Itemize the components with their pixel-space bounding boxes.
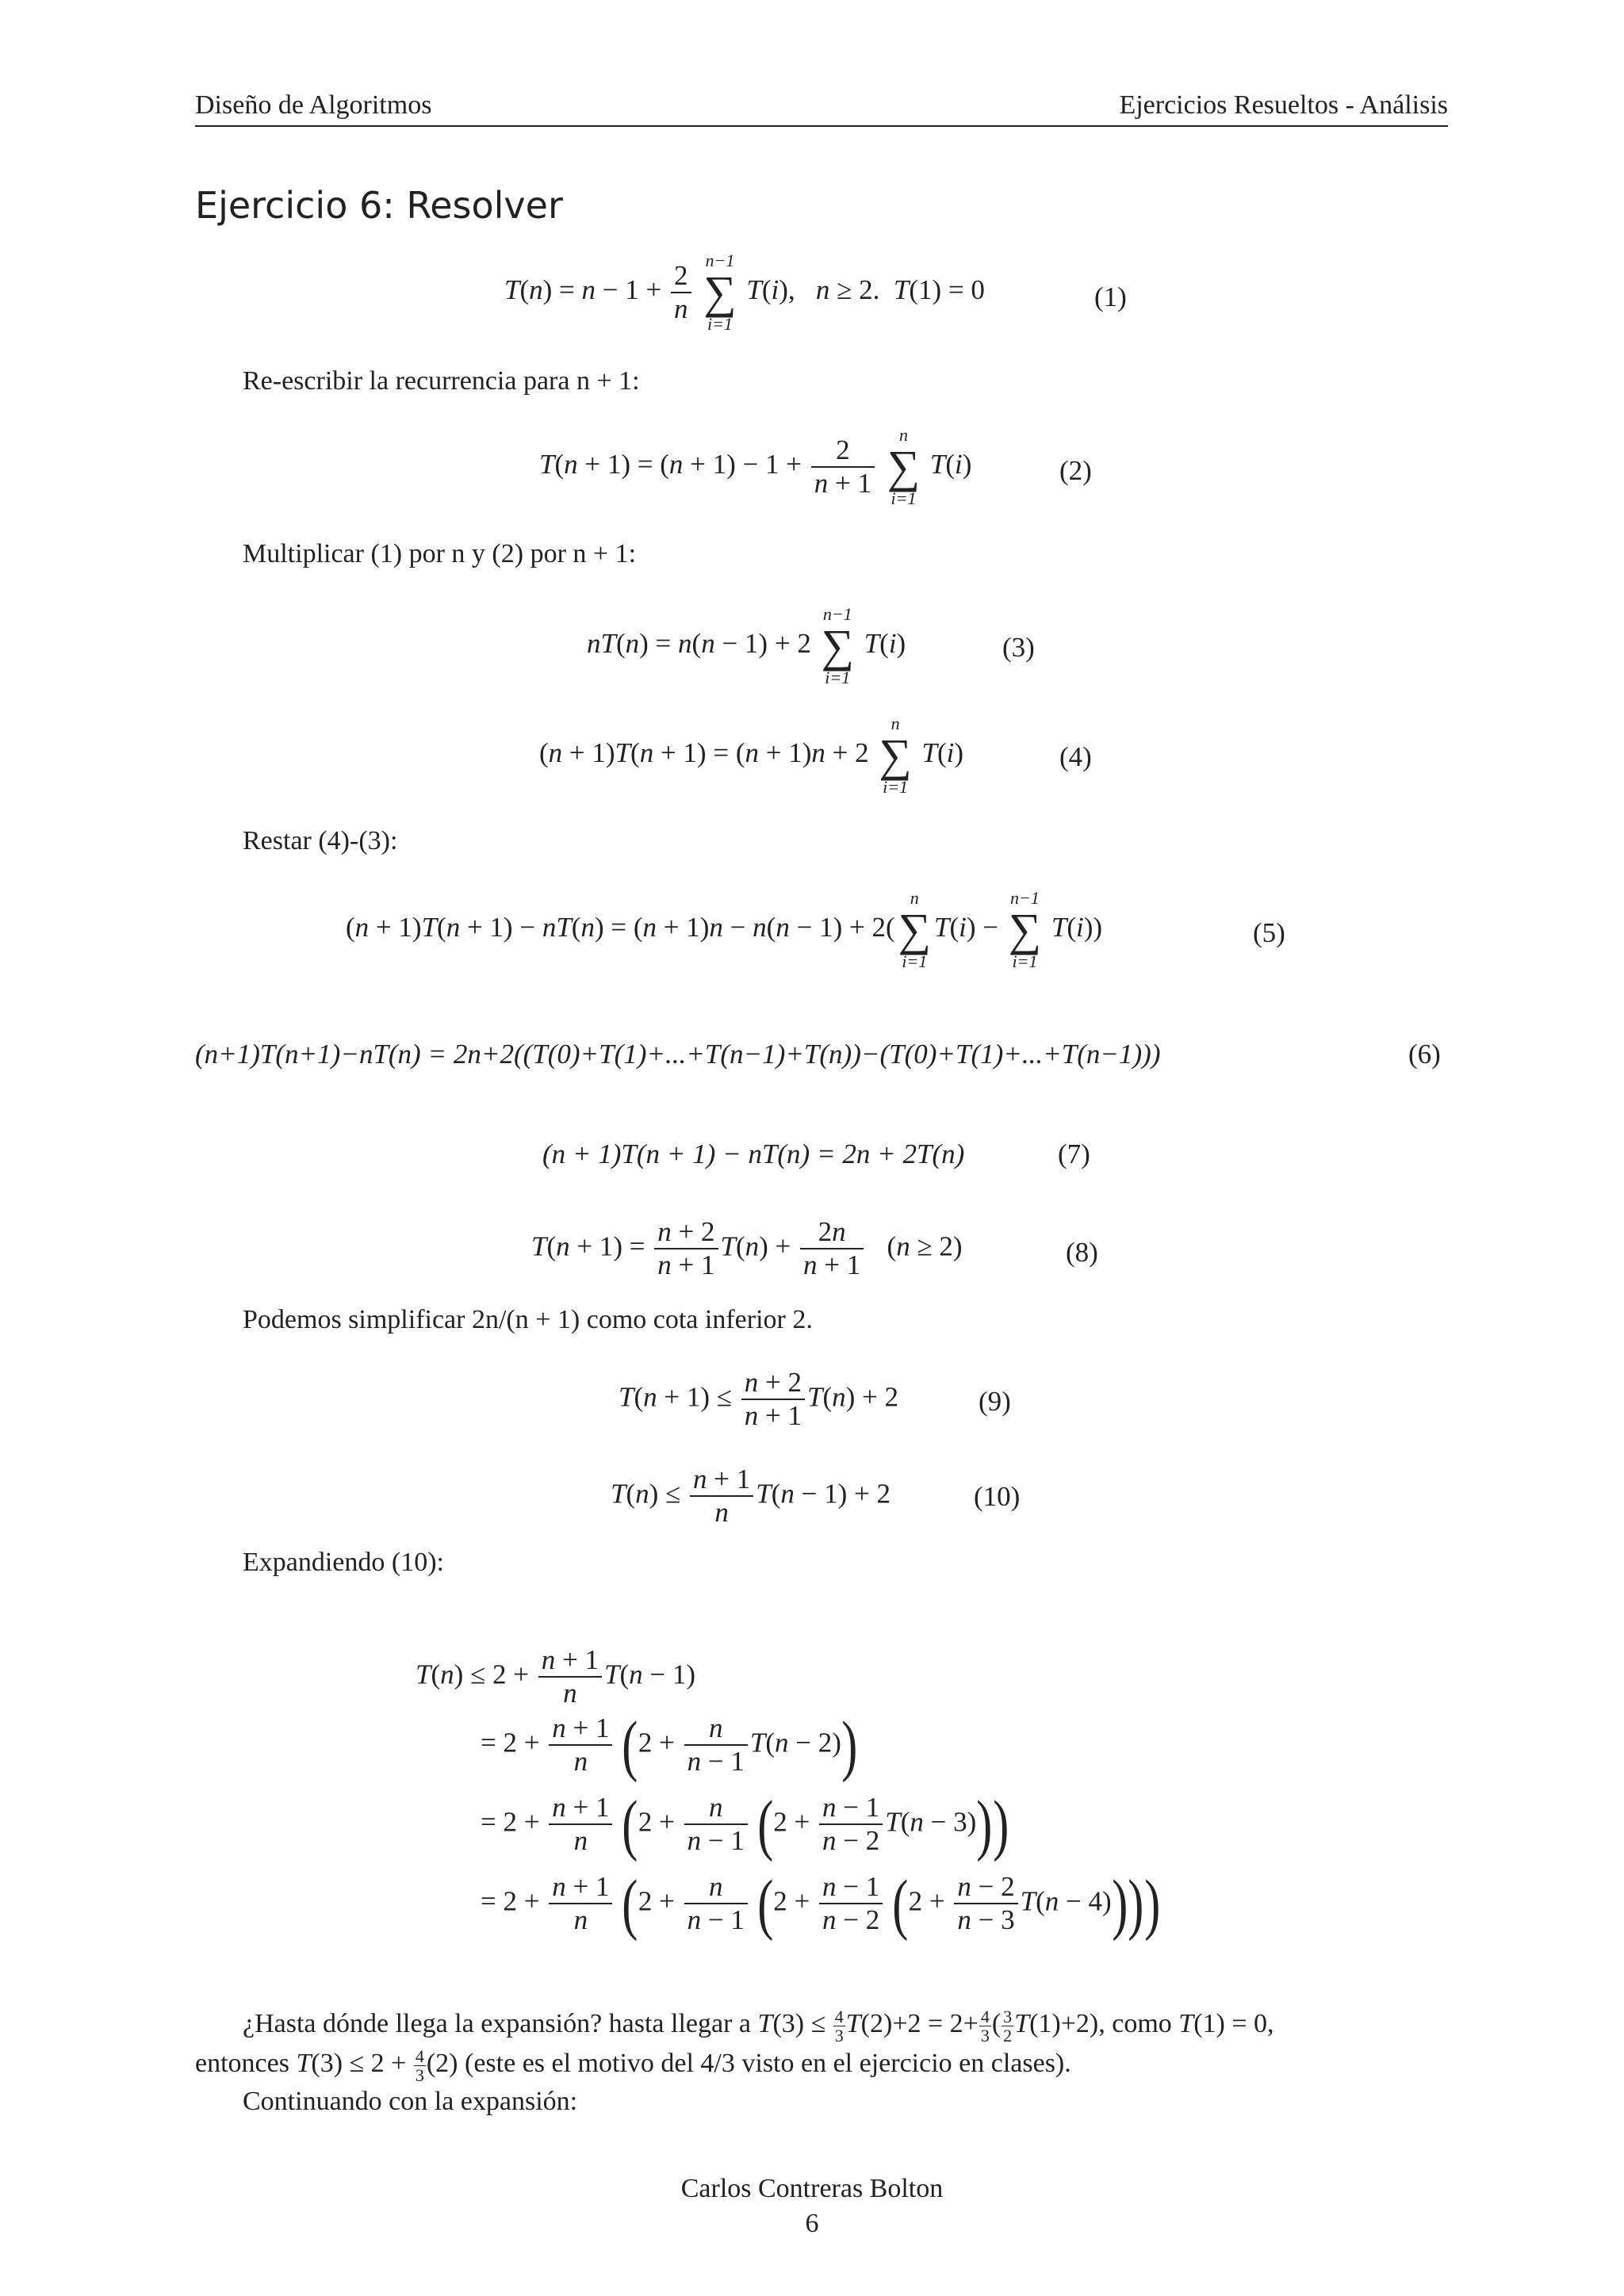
text-fragment: entonces — [195, 2049, 297, 2078]
section-title: Ejercicio 6: Resolver — [195, 184, 563, 227]
equation-3: nT(n) = n(n − 1) + 2 n−1 ∑ i=1 T(i) — [587, 604, 906, 687]
expansion-line-2: = 2 + $\frac{n + 1}{n}$ (2 + $\frac{n}{n - 1}$ T(n − 2)) — [481, 1707, 858, 1784]
equation-7: (n + 1)T(n + 1) − nT(n) = 2n + 2T(n) — [542, 1138, 965, 1169]
equation-10: T(n) ≤ $\frac{n + 1}{n}$ T(n − 1) + 2 — [611, 1464, 891, 1529]
text-fragment: (este es el motivo del 4/3 visto en el ejercicio en clases). — [458, 2049, 1071, 2078]
equation-5: (n + 1)T(n + 1) − nT(n) = (n + 1)n − n(n − 1) + 2( n ∑ i=1 T(i) − n−1 ∑ i=1 T(i)) — [346, 888, 1103, 971]
equation-number-4: (4) — [1059, 741, 1092, 772]
paragraph-simplify: Podemos simplificar 2n/(n + 1) como cota inferior 2. — [243, 1305, 813, 1334]
paragraph-expansion-limit-line-1: ¿Hasta dónde llega la expansión? hasta llegar a T(3) ≤ $\frac{4}{3}$ T(2)+2 = 2+ $\frac{4}{3}$ ( $\frac{3}{2}$ T(1)+2), como T(1) = 0, — [243, 2006, 1274, 2045]
equation-number-9: (9) — [979, 1386, 1011, 1417]
text-fragment: ¿Hasta dónde llega la expansión? hasta llegar a — [243, 2009, 758, 2038]
equation-9: T(n + 1) ≤ $\frac{n + 2}{n + 1}$ T(n) + 2 — [619, 1367, 899, 1432]
expansion-line-1: T(n) ≤ 2 + $\frac{n + 1}{n}$ T(n − 1) — [416, 1644, 696, 1709]
header-rule — [195, 125, 1448, 127]
equation-number-10: (10) — [974, 1481, 1021, 1512]
equation-4: (n + 1)T(n + 1) = (n + 1)n + 2 n ∑ i=1 T(i) — [539, 714, 964, 797]
running-header-left: Diseño de Algoritmos — [195, 90, 432, 120]
text-fragment: , como — [1098, 2009, 1179, 2038]
equation-number-2: (2) — [1059, 455, 1092, 486]
equation-number-3: (3) — [1002, 632, 1035, 663]
footer-author: Carlos Contreras Bolton — [680, 2174, 944, 2203]
equation-number-6: (6) — [1408, 1039, 1441, 1070]
paragraph-continue: Continuando con la expansión: — [243, 2087, 578, 2116]
equation-number-5: (5) — [1253, 917, 1285, 948]
expansion-line-3: = 2 + $\frac{n + 1}{n}$ (2 + $\frac{n}{n - 1}$ (2 + $\frac{n - 1}{n - 2}$ T(n − 3))) — [481, 1786, 1009, 1863]
paragraph-expansion-limit-line-2: entonces T(3) ≤ 2 + $\frac{4}{3}$ (2) (este es el motivo del 4/3 visto en el ejercicio en clases). — [195, 2045, 1071, 2085]
paragraph-expand: Expandiendo (10): — [243, 1548, 444, 1577]
running-header-right: Ejercicios Resueltos - Análisis — [1119, 90, 1448, 120]
equation-number-7: (7) — [1058, 1138, 1090, 1169]
equation-number-1: (1) — [1094, 281, 1127, 312]
paragraph-subtract: Restar (4)-(3): — [243, 826, 398, 855]
equation-2: T(n + 1) = (n + 1) − 1 + $\frac{2}{n + 1}$ n ∑ i=1 T(i) — [539, 425, 972, 508]
paragraph-multiply: Multiplicar (1) por n y (2) por n + 1: — [243, 539, 637, 568]
equation-8: T(n + 1) = $\frac{n + 2}{n + 1}$ T(n) + $\frac{2n}{n + 1}$ (n ≥ 2) — [531, 1216, 963, 1281]
equation-1: T(n) = n − 1 + $\frac{2}{n}$ n−1 ∑ i=1 T(i), n ≥ 2. T(1) = 0 — [504, 251, 985, 334]
page-number: 6 — [805, 2209, 819, 2238]
equation-number-8: (8) — [1066, 1237, 1098, 1268]
expansion-line-4: = 2 + $\frac{n + 1}{n}$ (2 + $\frac{n}{n - 1}$ (2 + $\frac{n - 1}{n - 2}$ (2 + $\frac{n - 2}{n - 3}$ T(n − 4)))) — [481, 1866, 1161, 1942]
paragraph-rewrite: Re-escribir la recurrencia para n + 1: — [243, 366, 640, 396]
equation-6: (n+1)T(n+1)−nT(n) = 2n+2((T(0)+T(1)+...+T(n−1)+T(n))−(T(0)+T(1)+...+T(n−1))) — [195, 1039, 1161, 1070]
